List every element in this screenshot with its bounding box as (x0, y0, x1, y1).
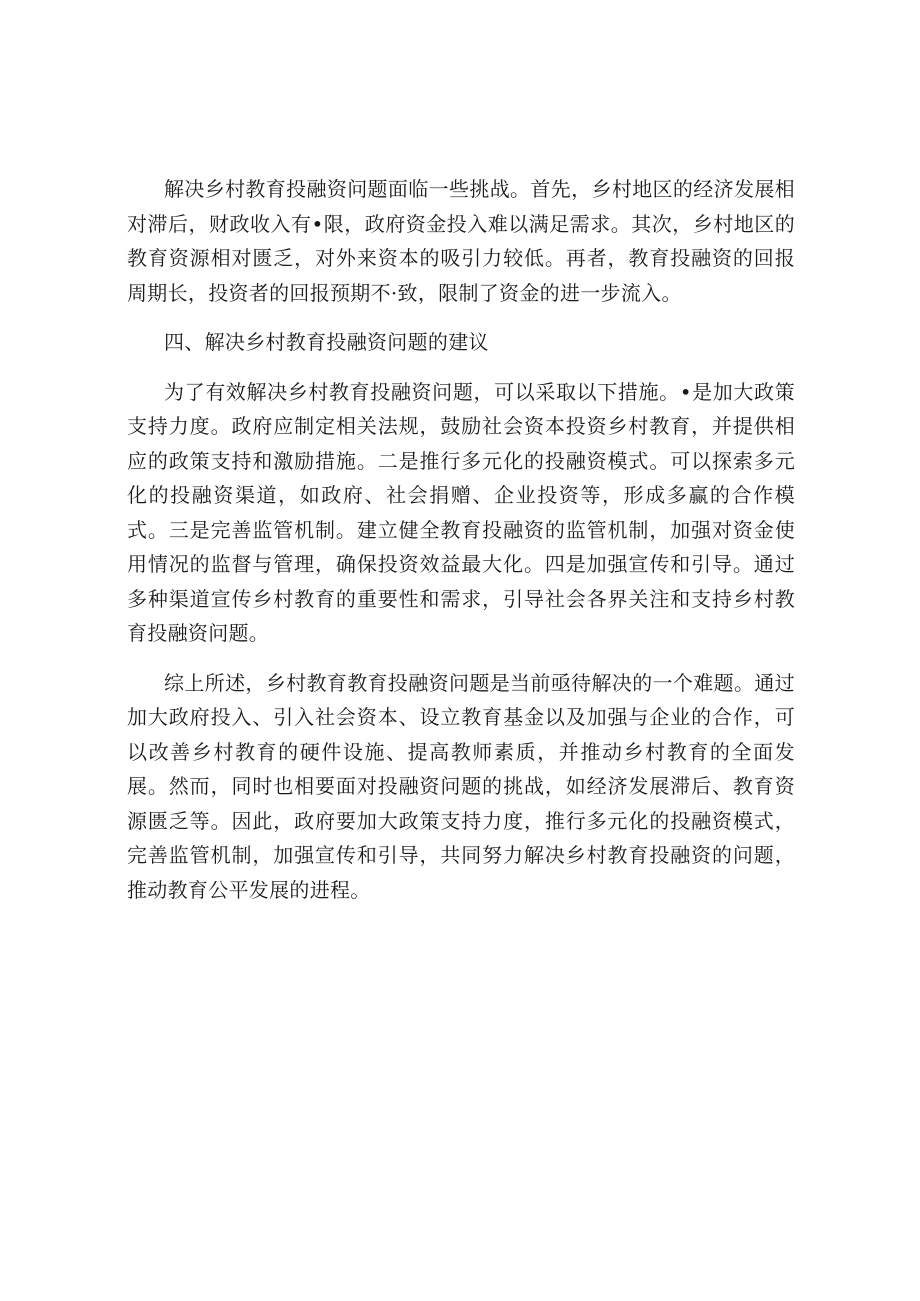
paragraph-measures: 为了有效解决乡村教育投融资问题，可以采取以下措施。•是加大政策支持力度。政府应制定相关法规，鼓励社会资本投资乡村教育，并提供相应的政策支持和激励措施。二是推行多元化的投融资模式。可以探索多元化的投融资渠道，如政府、社会捐赠、企业投资等，形成多赢的合作模式。三是完善监管机制。建立健全教育投融资的监管机制，加强对资金使用情况的监督与管理，确保投资效益最大化。四是加强宣传和引导。通过多种渠道宣传乡村教育的重要性和需求，引导社会各界关注和支持乡村教育投融资问题。 (127, 379, 795, 645)
document-body (127, 172, 795, 907)
paragraph-challenges: 解决乡村教育投融资问题面临一些挑战。首先，乡村地区的经济发展相对滞后，财政收入有•限，政府资金投入难以满足需求。其次，乡村地区的教育资源相对匮乏，对外来资本的吸引力较低。再者，教育投融资的回报周期长，投资者的回报预期不·致，限制了资金的进一步流入。 (127, 177, 795, 305)
section-heading: 四、解决乡村教育投融资问题的建议 (164, 330, 489, 354)
paragraph-conclusion: 综上所述，乡村教育教育投融资问题是当前亟待解决的一个难题。通过加大政府投入、引入社会资本、设立教育基金以及加强与企业的合作，可以改善乡村教育的硬件设施、提高教师素质，并推动乡村教育的全面发展。然而，同时也相要面对投融资问题的挑战，如经济发展滞后、教育资源匮乏等。因此，政府要加大政策支持力度，推行多元化的投融资模式，完善监管机制，加强宣传和引导，共同努力解决乡村教育投融资的问题，推动教育公平发展的进程。 (127, 670, 795, 902)
